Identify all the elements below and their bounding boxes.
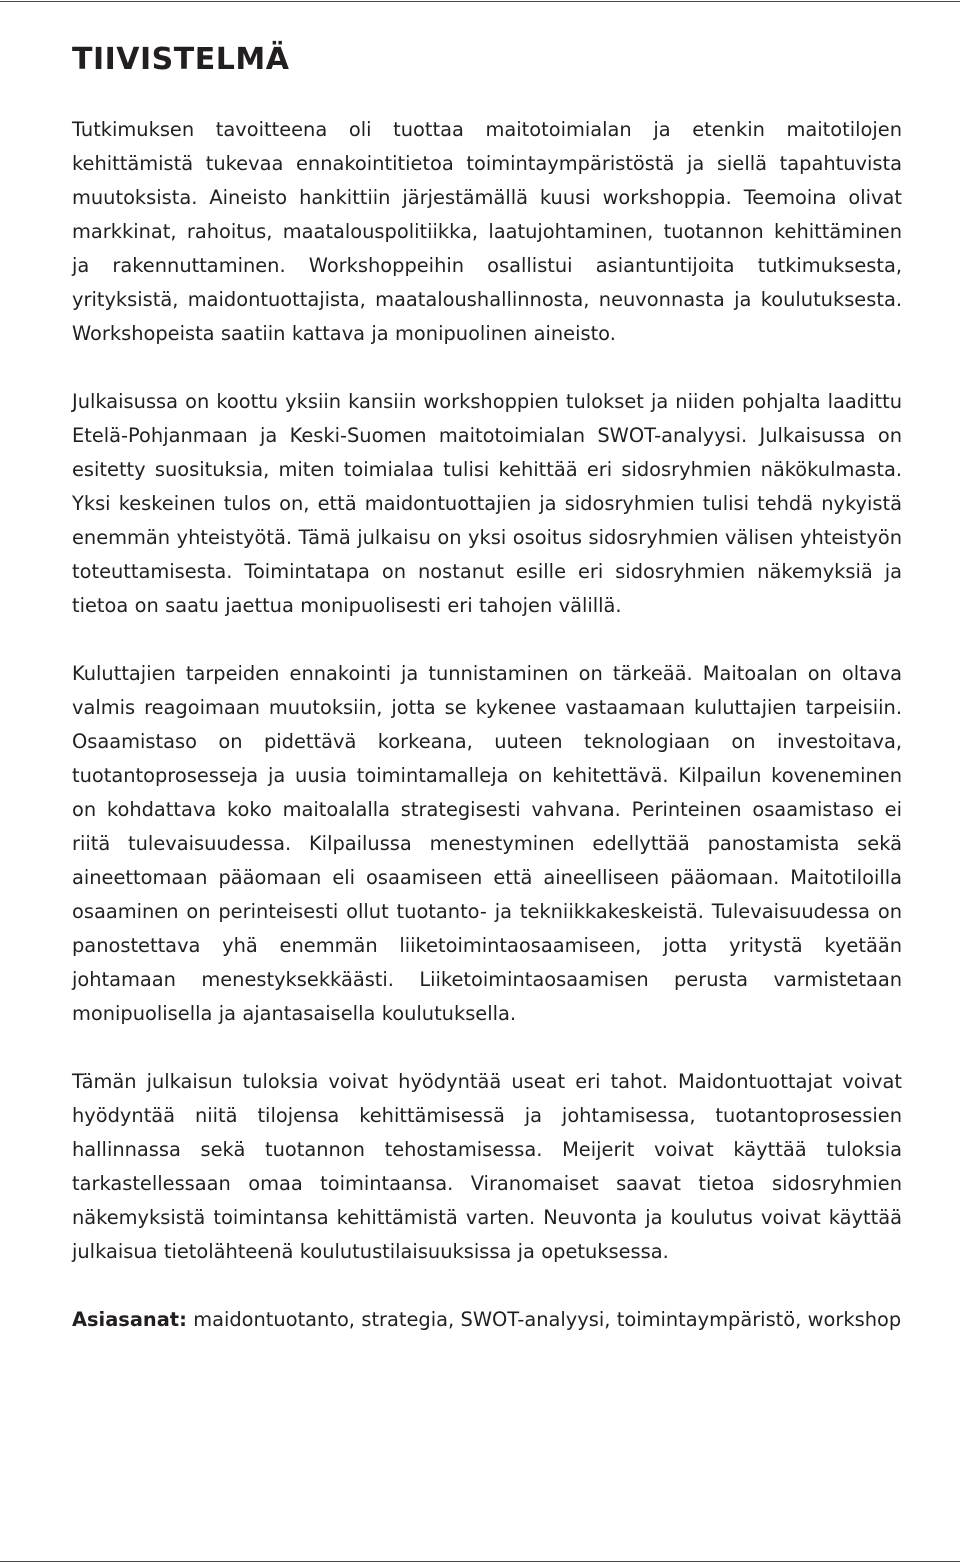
paragraph: Kuluttajien tarpeiden ennakointi ja tunnistaminen on tärkeää. Maitoalan on oltava valmis reagoimaan muutoksiin, jotta se kykenee vastaamaan kuluttajien tarpeisiin. Osaamistaso on pidettävä korkeana, uuteen teknologiaan on investoitava, tuotantoprosesseja ja uusia toimintamalleja on kehitettävä. Kilpailun koveneminen on kohdattava koko maitoalalla strategisesti vahvana. Perinteinen osaamistaso ei riitä tulevaisuudessa. Kilpailussa menestyminen edellyttää panostamista sekä aineettomaan pääomaan eli osaamiseen että aineelliseen pääomaan. Maitotiloilla osaaminen on perinteisesti ollut tuotanto- ja tekniikkakeskeistä. Tulevaisuudessa on panostettava yhä enemmän liiketoimintaosaamiseen, jotta yritystä kyetään johtamaan menestyksekkäästi. Liiketoimintaosaamisen perusta varmistetaan monipuolisella ja ajantasaisella koulutuksella. (72, 662, 902, 1025)
abstract-page (72, 40, 902, 1337)
keywords-list: maidontuotanto, strategia, SWOT-analyysi, toimintaympäristö, workshop (186, 1308, 902, 1331)
keywords-label: Asiasanat: (72, 1308, 187, 1331)
page-title: TIIVISTELMÄ (72, 42, 290, 77)
bottom-rule (0, 1561, 960, 1562)
paragraph: Tämän julkaisun tuloksia voivat hyödyntää useat eri tahot. Maidontuottajat voivat hyödyntää niitä tilojensa kehittämisessä ja johtamisessa, tuotantoprosessien hallinnassa sekä tuotannon tehostamisessa. Meijerit voivat käyttää tuloksia tarkastellessaan omaa toimintaansa. Viranomaiset saavat tietoa sidosryhmien näkemyksistä toimintansa kehittämistä varten. Neuvonta ja koulutus voivat käyttää julkaisua tietolähteenä koulutustilaisuuksissa ja opetuksessa. (72, 1070, 902, 1263)
paragraph: Tutkimuksen tavoitteena oli tuottaa maitotoimialan ja etenkin maitotilojen kehittämistä tukevaa ennakointitietoa toimintaympäristöstä ja siellä tapahtuvista muutoksista. Aineisto hankittiin järjestämällä kuusi workshoppia. Teemoina olivat markkinat, rahoitus, maatalouspolitiikka, laatujohtaminen, tuotannon kehittäminen ja rakennuttaminen. Workshoppeihin osallistui asiantuntijoita tutkimuksesta, yrityksistä, maidontuottajista, maataloushallinnosta, neuvonnasta ja koulutuksesta. Workshopeista saatiin kattava ja monipuolinen aineisto. (72, 118, 902, 345)
paragraph: Julkaisussa on koottu yksiin kansiin workshoppien tulokset ja niiden pohjalta laadittu Etelä-Pohjanmaan ja Keski-Suomen maitotoimialan SWOT-analyysi. Julkaisussa on esitetty suosituksia, miten toimialaa tulisi kehittää eri sidosryhmien näkökulmasta. Yksi keskeinen tulos on, että maidontuottajien ja sidosryhmien tulisi tehdä nykyistä enemmän yhteistyötä. Tämä julkaisu on yksi osoitus sidosryhmien välisen yhteistyön toteuttamisesta. Toimintatapa on nostanut esille eri sidosryhmien näkemyksiä ja tietoa on saatu jaettua monipuolisesti eri tahojen välillä. (72, 390, 902, 617)
top-rule (0, 1, 960, 2)
keywords (72, 1303, 902, 1337)
